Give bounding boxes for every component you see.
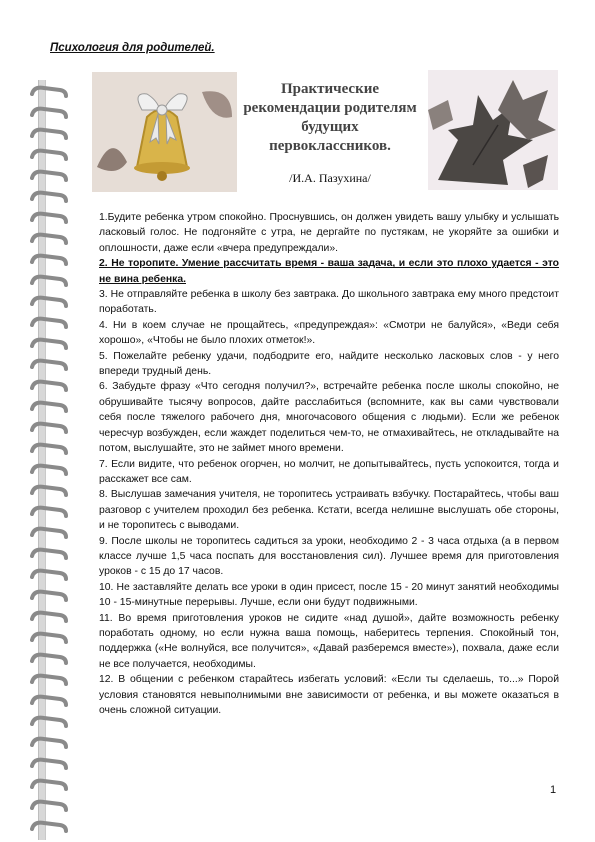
spiral-coil	[32, 403, 66, 411]
paragraph-1: 1.Будите ребенка утром спокойно. Проснувшись, он должен увидеть вашу улыбку и услышать ласковый голос. Не подгоняйте с утра, не дергайте по пустякам, не укоряйте за ошибки и оплошности, даже если «вчера предупреждали».	[99, 212, 559, 254]
paragraph-11: 11. Во время приготовления уроков не сидите «над душой», дайте возможность ребенку поработать одному, но если нужна ваша помощь, наберитесь терпения. Спокойный тон, поддержка («Не волнуйся, все получится», «Давай разберемся вместе»), похвала, даже если не все получается, необходимы.	[99, 612, 559, 670]
spiral-coil	[32, 739, 66, 747]
spiral-coil	[32, 613, 66, 621]
page-header: Психология для родителей.	[50, 42, 215, 54]
spiral-coil	[32, 802, 66, 810]
spiral-coil	[32, 382, 66, 390]
spiral-coil	[32, 424, 66, 432]
spiral-coil	[32, 256, 66, 264]
spiral-coil	[32, 571, 66, 579]
spiral-coil	[32, 676, 66, 684]
spiral-coil	[32, 109, 66, 117]
spiral-coil	[32, 760, 66, 768]
spiral-coil	[32, 634, 66, 642]
spiral-coil	[32, 298, 66, 306]
spiral-binding	[30, 80, 78, 840]
spiral-coil	[32, 88, 66, 96]
spiral-coil	[32, 445, 66, 453]
paragraph-7: 7. Если видите, что ребенок огорчен, но молчит, не допытывайтесь, пусть успокоится, тогда и расскажет все сам.	[99, 458, 559, 485]
spiral-coil	[32, 655, 66, 663]
spiral-coil	[32, 466, 66, 474]
paragraph-8: 8. Выслушав замечания учителя, не торопитесь устраивать взбучку. Постарайтесь, чтобы ваш разговор с учителем проходил без ребенка. Кстати, всегда нелишне выслушать обе стороны, и не торопитесь с выводами.	[99, 489, 559, 532]
spiral-coil	[32, 340, 66, 348]
spiral-coil	[32, 361, 66, 369]
spiral-coil	[32, 592, 66, 600]
spiral-coil	[32, 235, 66, 243]
paragraph-12: 12. В общении с ребенком старайтесь избегать условий: «Если ты сделаешь, то...» Порой условия становятся невыполнимыми вне зависимости от ребенка, и вы можете оказаться в очень сложной ситуации.	[99, 674, 559, 716]
spiral-coil	[32, 172, 66, 180]
spiral-coil	[32, 319, 66, 327]
paragraph-3: 3. Не отправляйте ребенка в школу без завтрака. До школьного завтрака ему много предстоит поработать.	[99, 289, 559, 316]
spiral-coil	[32, 193, 66, 201]
paragraph-9: 9. После школы не торопитесь садиться за уроки, необходимо 2 - 3 часа отдыха (а в первом классе лучше 1,5 часа поспать для восстановления сил). Лучшее время для приготовления уроков - с 15 до 17 часов.	[99, 535, 559, 578]
spiral-coil	[32, 781, 66, 789]
spiral-coil	[32, 697, 66, 705]
recommendations-list	[99, 210, 559, 718]
leaves-illustration	[428, 70, 558, 190]
spiral-coil	[32, 214, 66, 222]
page-title: Практические рекомендации родителям будущих первоклассников.	[243, 81, 417, 154]
spiral-coil	[32, 529, 66, 537]
bell-illustration	[92, 72, 237, 192]
author-name: /И.А. Пазухина/	[289, 171, 371, 185]
paragraph-4: 4. Ни в коем случае не прощайтесь, «предупреждая»: «Смотри не балуйся», «Веди себя хорошо», «Чтобы не было плохих отметок!».	[99, 319, 559, 347]
spiral-coil	[32, 718, 66, 726]
spiral-coil	[32, 130, 66, 138]
spiral-coil	[32, 277, 66, 285]
spiral-coil	[32, 550, 66, 558]
paragraph-5: 5. Пожелайте ребенку удачи, подбодрите его, найдите несколько ласковых слов - у него впереди трудный день.	[99, 350, 559, 378]
spiral-coil	[32, 151, 66, 159]
spiral-coil	[32, 823, 66, 831]
page-number: 1	[550, 784, 557, 796]
spiral-coil	[32, 508, 66, 516]
paragraph-10: 10. Не заставляйте делать все уроки в один присест, после 15 - 20 минут занятий необходимы 10 - 15-минутные перерывы. Лучше, если они будут подвижными.	[99, 581, 559, 609]
paragraph-6: 6. Забудьте фразу «Что сегодня получил?», встречайте ребенка после школы спокойно, не обрушивайте тысячу вопросов, дайте расслабиться (вспомните, как вы сами чувствовали себя после тяжелого рабочего дня, многочасового общения с людьми). Если же ребенок чересчур возбужден, если жаждет поделиться чем-то, не отмахивайтесь, не откладывайте на потом, выслушайте, это не займет много времени.	[99, 381, 559, 455]
paragraph-2: 2. Не торопите. Умение рассчитать время - ваша задача, и если это плохо удается - это не вина ребенка.	[99, 258, 559, 285]
spiral-coil	[32, 487, 66, 495]
